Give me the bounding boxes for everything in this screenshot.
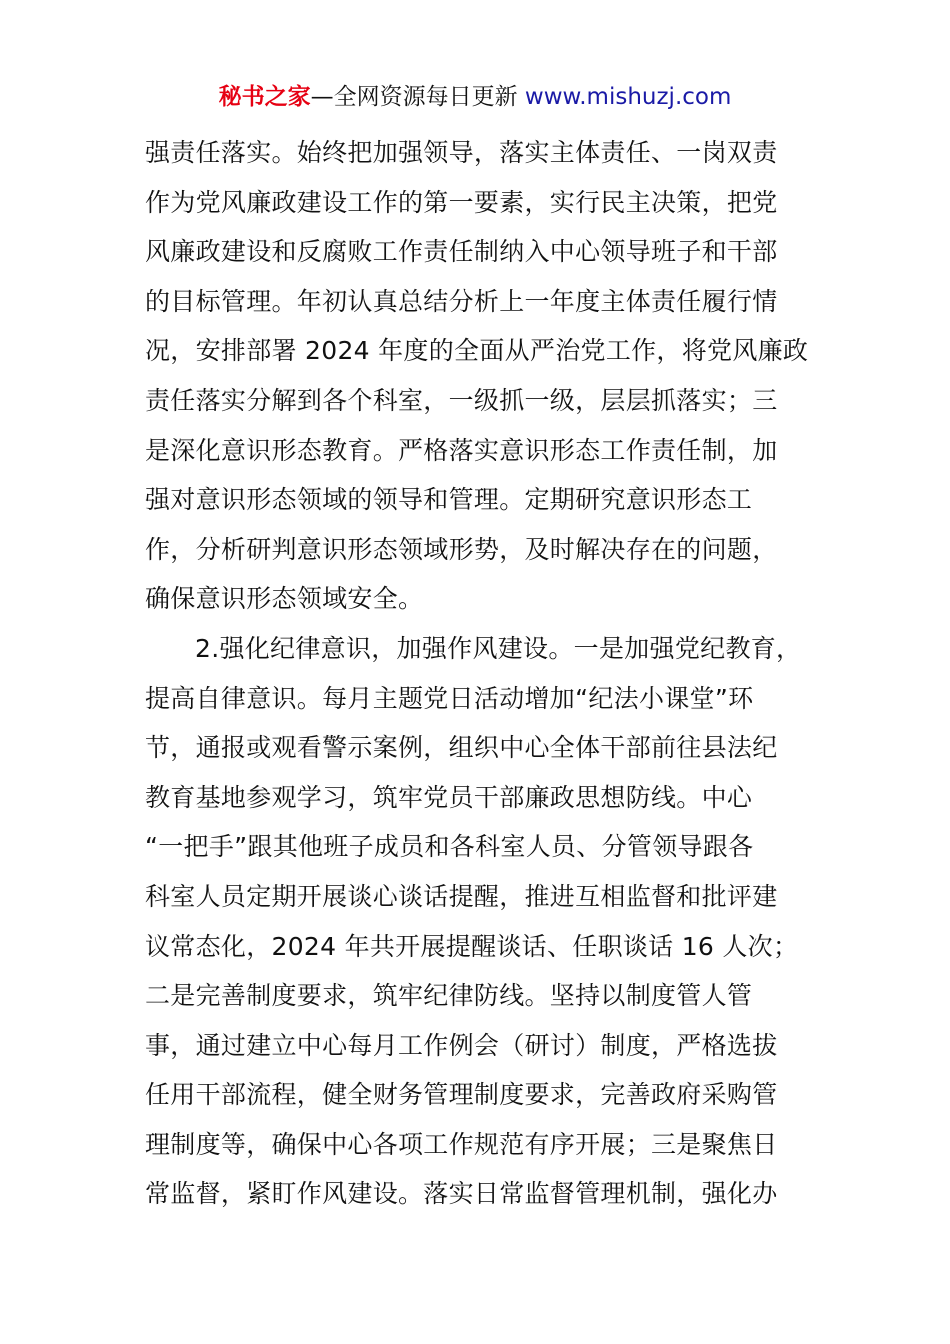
body-line: 事，通过建立中心每月工作例会（研讨）制度，严格选拔 bbox=[145, 1030, 778, 1060]
body-line: 风廉政建设和反腐败工作责任制纳入中心领导班子和干部 bbox=[145, 237, 778, 267]
body-line: 节，通报或观看警示案例，组织中心全体干部前往县法纪 bbox=[145, 733, 778, 763]
body-line: 常监督，紧盯作风建设。落实日常监督管理机制，强化办 bbox=[145, 1179, 778, 1209]
body-line: 理制度等，确保中心各项工作规范有序开展；三是聚焦日 bbox=[145, 1129, 778, 1159]
body-line: 确保意识形态领域安全。 bbox=[145, 584, 424, 614]
body-line: 是深化意识形态教育。严格落实意识形态工作责任制，加 bbox=[145, 435, 778, 465]
body-line: 强对意识形态领域的领导和管理。定期研究意识形态工 bbox=[145, 485, 753, 515]
body-line: 责任落实分解到各个科室，一级抓一级，层层抓落实；三 bbox=[145, 385, 778, 415]
body-line: 强责任落实。始终把加强领导，落实主体责任、一岗双责 bbox=[145, 138, 778, 167]
document-body bbox=[145, 128, 815, 1219]
site-tagline: —全网资源每日更新 bbox=[310, 84, 525, 110]
body-line: 作，分析研判意识形态领域形势，及时解决存在的问题， bbox=[145, 534, 778, 564]
body-line: 科室人员定期开展谈心谈话提醒，推进互相监督和批评建 bbox=[145, 881, 778, 911]
body-line: 任用干部流程，健全财务管理制度要求，完善政府采购管 bbox=[145, 1080, 778, 1110]
body-line: 作为党风廉政建设工作的第一要素，实行民主决策，把党 bbox=[145, 187, 778, 217]
body-line: 议常态化，2024 年共开展提醒谈话、任职谈话 16 人次； bbox=[145, 931, 799, 961]
section-heading-line: 2.强化纪律意识，加强作风建设。一是加强党纪教育， bbox=[195, 633, 802, 663]
page-header bbox=[0, 80, 950, 114]
body-line: 提高自律意识。每月主题党日活动增加“纪法小课堂”环 bbox=[145, 683, 754, 713]
site-url-link[interactable]: www.mishuzj.com bbox=[524, 84, 732, 110]
body-line: 教育基地参观学习，筑牢党员干部廉政思想防线。中心 bbox=[145, 782, 753, 812]
body-line: 二是完善制度要求，筑牢纪律防线。坚持以制度管人管 bbox=[145, 981, 753, 1011]
body-line: “一把手”跟其他班子成员和各科室人员、分管领导跟各 bbox=[145, 832, 754, 862]
body-line: 况，安排部署 2024 年度的全面从严治党工作，将党风廉政 bbox=[145, 336, 809, 366]
site-brand: 秘书之家 bbox=[218, 84, 311, 110]
body-line: 的目标管理。年初认真总结分析上一年度主体责任履行情 bbox=[145, 286, 778, 316]
